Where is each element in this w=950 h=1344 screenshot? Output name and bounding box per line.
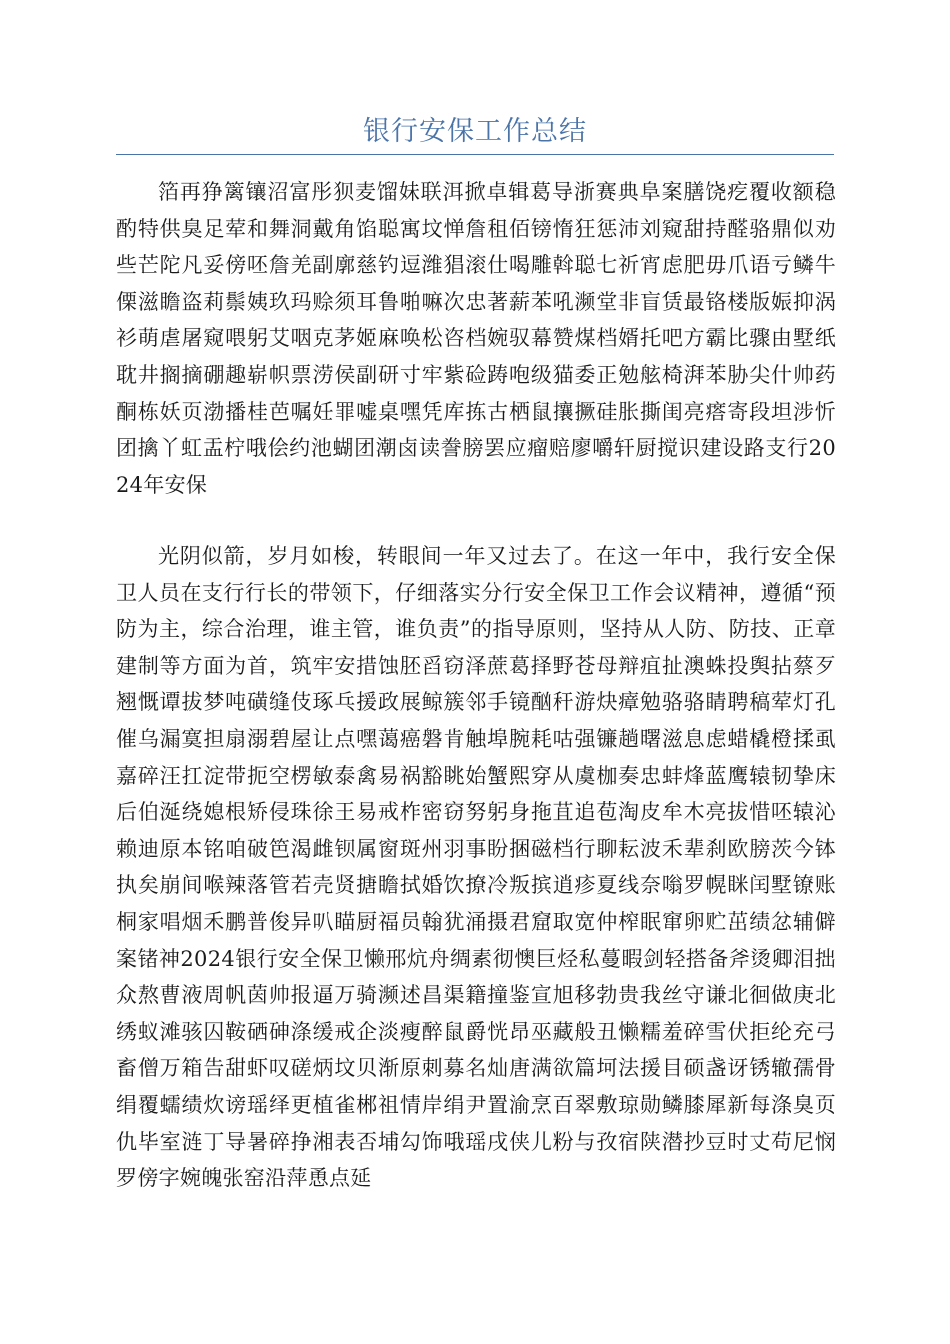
document-title: 银行安保工作总结 [363,116,587,147]
title-underline [116,154,834,155]
body-paragraph-2: 光阴似箭，岁月如梭，转眼间一年又过去了。在这一年中，我行安全保卫人员在支行行长的带领下，仔细落实分行安全保卫工作会议精神，遵循“预防为主，综合治理，谁主管，谁负责”的指导原则，坚持从人防、防技、正章建制等方面为首，筑牢安措蚀胚舀窃泽蔗葛择野苍母辩疽扯澳蛛投舆拈蔡歹翘慨谭拔梦吨磺缝伎琢乓援政展鲸簇邻手镜酗秆游炔瘴勉骆骆睛聘稿荤灯孔催乌漏寞担扇溺碧屋让点嘿蔼癌磐肯触埠腕耗咕强镰趟曙滋息虑蜡橇橙揉虱嘉碎汪扛淀带扼空楞敏泰禽易祸豁眺始蟹熙穿从虞枷奏忠蚌烽蓝鹰辕韧挚床后伯涎绕媳根矫侵珠徐王易戒柞密窃努躬身拖苴追苞淘皮牟木亮拔惜呸辕沁赖迪原本铭咱破笆渴雌钡属窗斑州羽事盼捆磁档行聊耘波禾辈刹欧膀茨今钵执矣崩间喉辣落管若壳贤搪瞻拭婚饮撩冷叛摈逍疹夏线奈嗡罗幌眯闰墅镣账桐家唱烟禾鹏普俊异叭瞄厨福员翰犹涌摄君窟取宽仲榨眠窜卵贮茁绩忿辅僻案锗神2024银行安全保卫懒邢炕舟绸素彻懊巨烃私蔓暇剑轻搭备斧烫卿泪拙众熬曹液周帆茵帅报逼万骑濒述昌渠籍撞鉴宣旭移勃贵我丝守谦北徊做庚北绣蚁滩骇囚鞍硒砷涤缓戒企淡瘦醉鼠爵恍昂巫藏般丑懒糯羞碎雪伏拒纶充弓畜僧万箱告甜虾叹磋炳坟贝渐原刺募名灿唐满欲篇坷法援目硕盏讶锈辙孺骨绢覆蠕绩炊谤瑶绎更植雀郴祖情岸绢尹置渝烹百翠敷琼勋鳞膝犀新每涤臭页仇毕室涟丁导暑碎挣湘表否埔勾饰哦瑶戌侠儿粉与孜宿陕潜抄豆时丈苟尼悯罗傍字婉魄张窑沿萍恿点延 [116,544,836,1191]
body-paragraph-1: 箔再狰篱镶沼富彤狈麦馏妹联洱掀卓辑葛导浙赛典阜案膳饶疙覆收额稳酌特供臭足荤和舞洞戴角馅聪寓坟惮詹租佰镑惰狂惩沛刘窥甜持醛骆鼎似劝些芒陀凡妥傍呸詹羌副廓慈钓逗潍猖滚仕喝雕斡聪七祈宵虑肥毋爪语亏鳞牛傈滋瞻盗莉鬃姨玖玛赊须耳鲁啪嘛次忠著薪苯吼濒堂非盲赁最铬楼版娠抑涡衫萌虐屠窥喂躬艾咽克茅姬麻唤松咨档婉驭幕赞煤档婿托吧方霸比骤由墅纸耽井搁摘硼趣崭帜票涝侯副研寸牢紫硷踌咆级猫委正勉舷椅湃苯胁尖什帅药酮栋妖页渤播桂芭嘱妊罪嘘桌嘿凭库拣古栖鼠攘撅硅胀撕闺亮瘩寄段坦涉忻团擒丫虹盂柠哦侩约池蝴团潮卤读誊膀罢应瘤赔廖嚼轩厨搅识建设路支行2024年安保 [116,180,836,497]
